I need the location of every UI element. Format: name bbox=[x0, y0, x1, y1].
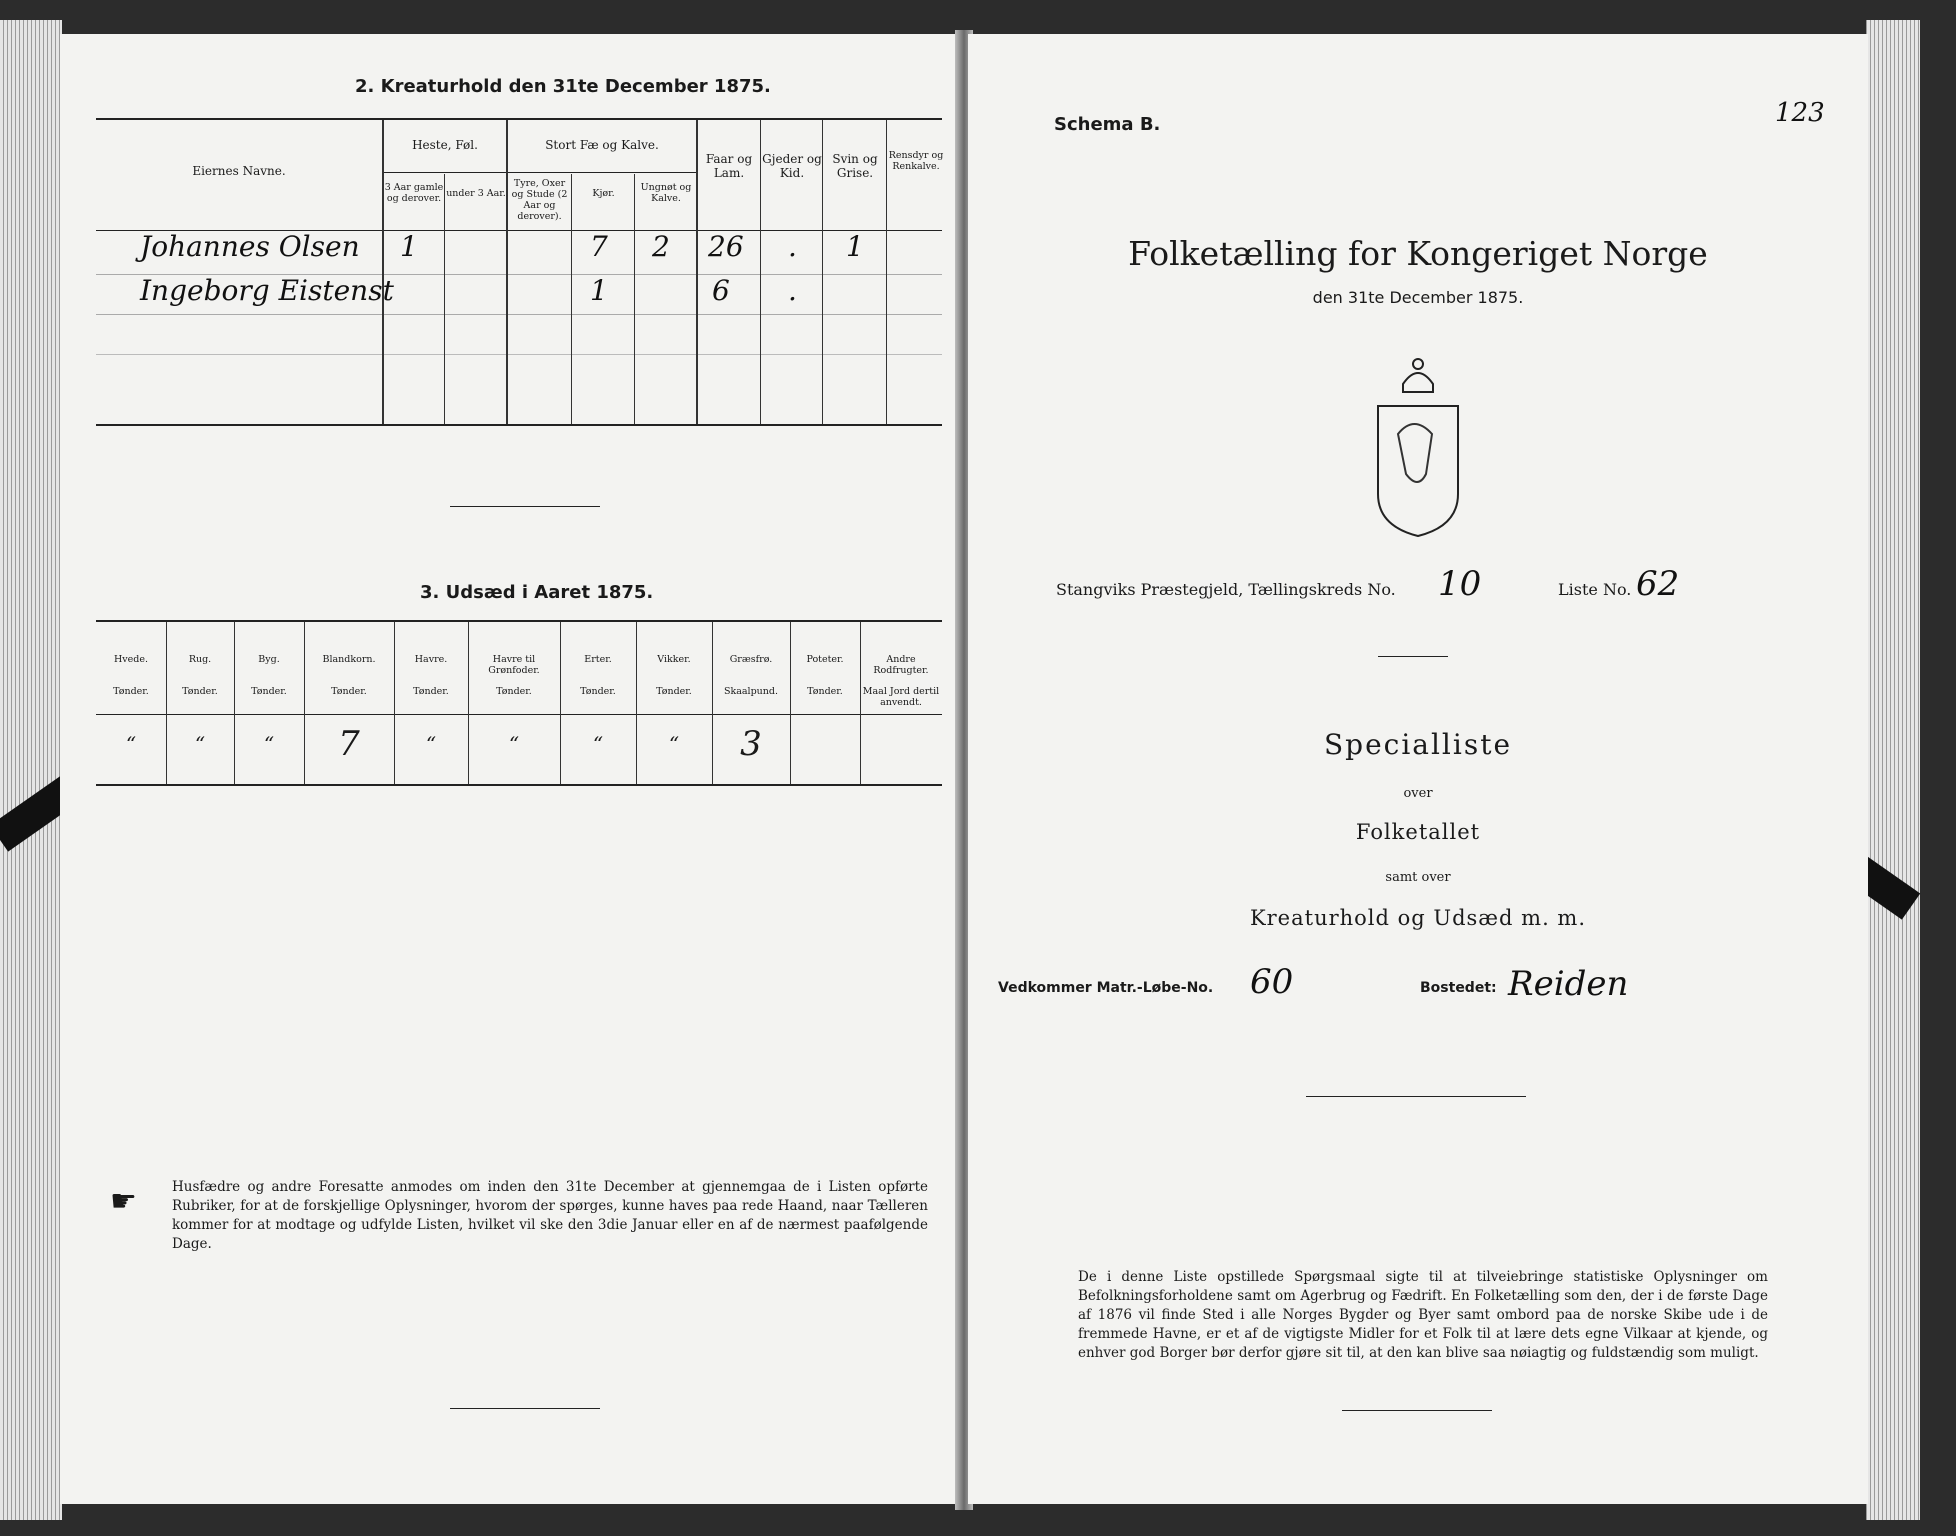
liste-label: Liste No. bbox=[1558, 580, 1632, 599]
udsaed-unit-1: Tønder. bbox=[182, 686, 218, 697]
udsaed-value-1: “ bbox=[194, 732, 206, 756]
table2-row-rule bbox=[96, 314, 942, 315]
udsaed-header-7: Vikker. bbox=[657, 654, 691, 665]
left-page bbox=[60, 34, 960, 1504]
udsaed-unit-6: Tønder. bbox=[580, 686, 616, 697]
schema-label: Schema B. bbox=[1054, 114, 1161, 135]
faar-header: Faar og Lam. bbox=[705, 152, 753, 180]
gjeder-header: Gjeder og Kid. bbox=[762, 152, 822, 180]
udsaed-value-7: “ bbox=[668, 732, 680, 756]
col-divider bbox=[634, 174, 635, 424]
owner-name-1: Johannes Olsen bbox=[140, 230, 360, 263]
udsaed-unit-10: Maal Jord dertil anvendt. bbox=[862, 686, 940, 708]
udsaed-value-3: 7 bbox=[338, 724, 360, 764]
table2-bottom-rule bbox=[96, 424, 942, 426]
col-divider bbox=[382, 120, 384, 424]
udsaed-header-5: Havre til Grønfoder. bbox=[488, 654, 540, 676]
bostedet-label: Bostedet: bbox=[1420, 980, 1497, 996]
table3-top-rule bbox=[96, 620, 942, 622]
divider bbox=[1342, 1410, 1492, 1411]
district-number: 10 bbox=[1438, 564, 1482, 604]
udsaed-header-0: Hvede. bbox=[114, 654, 148, 665]
col-divider bbox=[760, 120, 761, 424]
col-divider bbox=[444, 174, 445, 424]
col-divider bbox=[506, 120, 508, 424]
udsaed-header-9: Poteter. bbox=[806, 654, 844, 665]
divider bbox=[1306, 1096, 1526, 1097]
over-text: over bbox=[1403, 786, 1433, 801]
group-rule bbox=[508, 172, 696, 173]
udsaed-header-1: Rug. bbox=[188, 654, 212, 665]
specialliste-title: Specialliste bbox=[1323, 728, 1513, 761]
udsaed-unit-0: Tønder. bbox=[113, 686, 149, 697]
heste-group-header: Heste, Føl. bbox=[412, 138, 478, 152]
udsaed-unit-2: Tønder. bbox=[251, 686, 287, 697]
page-edges-right bbox=[1866, 20, 1920, 1520]
faar-value: 26 bbox=[708, 230, 744, 263]
owner-header: Eiernes Navne. bbox=[192, 164, 286, 178]
kreaturhold-text: Kreaturhold og Udsæd m. m. bbox=[1249, 906, 1587, 930]
date-line: den 31te December 1875. bbox=[1312, 288, 1524, 307]
stort-group-header: Stort Fæ og Kalve. bbox=[545, 138, 659, 152]
heste-a-header: 3 Aar gamle og derover. bbox=[384, 182, 444, 204]
udsaed-value-0: “ bbox=[125, 732, 137, 756]
notice-text: Husfædre og andre Foresatte anmodes om inden den 31te December at gjennemgaa de i Listen opførte Rubriker, for at de forskjellige Oplysninger, hvorom der spørges, kunne haves paa rede Haand, naar Tælleren kommer for at modtage og udfylde Listen, hvilket vil ske den 3die Januar eller en af de nærmest paafølgende Dage. bbox=[172, 1179, 928, 1252]
udsaed-header-8: Græsfrø. bbox=[729, 654, 773, 665]
svin-header: Svin og Grise. bbox=[832, 152, 878, 180]
divider bbox=[450, 506, 600, 507]
kjor-value: 1 bbox=[590, 274, 608, 307]
udsaed-header-2: Byg. bbox=[258, 654, 280, 665]
table3-header-rule bbox=[96, 714, 942, 715]
udsaed-header-10: Andre Rodfrugter. bbox=[873, 654, 929, 676]
matr-label: Vedkommer Matr.-Løbe-No. bbox=[998, 980, 1214, 996]
kjor-header: Kjør. bbox=[592, 188, 615, 199]
svin-value: 1 bbox=[846, 230, 864, 263]
section3-title: 3. Udsæd i Aaret 1875. bbox=[420, 582, 654, 603]
ungnot-value: 2 bbox=[652, 230, 670, 263]
udsaed-value-5: “ bbox=[508, 732, 520, 756]
divider bbox=[1378, 656, 1448, 657]
kjor-value: 7 bbox=[590, 230, 608, 263]
main-title: Folketælling for Kongeriget Norge bbox=[1128, 234, 1708, 273]
table2-row-rule bbox=[96, 354, 942, 355]
udsaed-unit-4: Tønder. bbox=[413, 686, 449, 697]
group-rule bbox=[384, 172, 506, 173]
udsaed-unit-9: Tønder. bbox=[807, 686, 843, 697]
section2-title: 2. Kreaturhold den 31te December 1875. bbox=[355, 76, 771, 97]
divider bbox=[450, 1408, 600, 1409]
faar-value: 6 bbox=[712, 274, 730, 307]
right-page bbox=[968, 34, 1868, 1504]
udsaed-value-2: “ bbox=[263, 732, 275, 756]
udsaed-header-6: Erter. bbox=[584, 654, 612, 665]
udsaed-value-4: “ bbox=[425, 732, 437, 756]
udsaed-unit-5: Tønder. bbox=[496, 686, 532, 697]
district-label: Stangviks Præstegjeld, Tællingskreds No. bbox=[1056, 580, 1396, 599]
ungnot-header: Ungnøt og Kalve. bbox=[640, 182, 692, 204]
bostedet-value: Reiden bbox=[1508, 964, 1629, 1004]
footer-text: De i denne Liste opstillede Spørgsmaal sigte til at tilveiebringe statistiske Oplysninger om Befolkningsforholdene samt om Agerbrug og Fædrift. En Folketælling som den, der i de første Dage af 1876 vil finde Sted i alle Norges Bygder og Byer samt ombord paa de norske Skibe ude i de fremmede Havne, er et af de vigtigste Midler for et Folk til at lære dets egne Vilkaar at kjende, og enhver god Borger bør derfor gjøre sit til, at den kan blive saa nøiagtig og fuldstændig som muligt. bbox=[1078, 1269, 1768, 1361]
coat-of-arms-icon bbox=[1368, 354, 1468, 544]
page-number: 123 bbox=[1775, 98, 1825, 128]
col-divider bbox=[886, 120, 887, 424]
udsaed-value-6: “ bbox=[592, 732, 604, 756]
page-edges-left bbox=[0, 20, 62, 1520]
owner-name-2: Ingeborg Eistenst bbox=[140, 274, 394, 307]
samt-over-text: samt over bbox=[1385, 870, 1451, 885]
col-divider bbox=[790, 622, 791, 784]
rensdyr-header: Rensdyr og Renkalve. bbox=[888, 150, 944, 172]
udsaed-unit-7: Tønder. bbox=[656, 686, 692, 697]
udsaed-header-3: Blandkorn. bbox=[322, 654, 376, 665]
pointing-hand-icon: ☛ bbox=[110, 1184, 137, 1219]
col-divider bbox=[822, 120, 823, 424]
heste-b-header: under 3 Aar. bbox=[446, 188, 506, 199]
gjeder-value: . bbox=[788, 230, 797, 263]
tyre-header: Tyre, Oxer og Stude (2 Aar og derover). bbox=[511, 178, 568, 222]
heste-a-value: 1 bbox=[400, 230, 418, 263]
table3-bottom-rule bbox=[96, 784, 942, 786]
folketallet-text: Folketallet bbox=[1355, 820, 1481, 844]
col-divider bbox=[571, 174, 572, 424]
liste-number: 62 bbox=[1636, 564, 1680, 604]
gjeder-value: . bbox=[788, 274, 797, 307]
table2-top-rule bbox=[96, 118, 942, 120]
udsaed-unit-8: Skaalpund. bbox=[723, 686, 779, 697]
udsaed-value-8: 3 bbox=[740, 724, 762, 764]
udsaed-unit-3: Tønder. bbox=[331, 686, 367, 697]
udsaed-header-4: Havre. bbox=[414, 654, 448, 665]
matr-number: 60 bbox=[1250, 962, 1294, 1002]
